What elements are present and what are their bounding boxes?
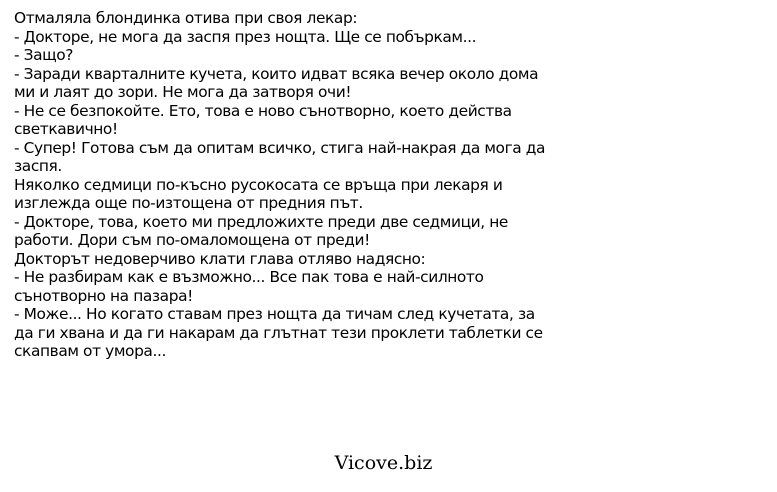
joke-line: Отмаляла блондинка отива при своя лекар: bbox=[14, 9, 358, 27]
joke-line: сънотворно на пазара! bbox=[14, 286, 193, 305]
joke-line: Докторът недоверчиво клати глава отляво надясно: bbox=[14, 249, 426, 268]
joke-text bbox=[14, 9, 614, 361]
joke-line: заспя. bbox=[14, 157, 62, 175]
site-watermark: Vicove.biz bbox=[334, 452, 433, 474]
joke-line: ми и лаят до зори. Не мога да затворя очи! bbox=[14, 83, 352, 101]
joke-line: изглежда още по-изтощена от предния път. bbox=[14, 194, 363, 212]
joke-line: скапвам от умора... bbox=[14, 342, 166, 360]
joke-line: работи. Дори съм по-омаломощена от преди! bbox=[14, 231, 370, 249]
joke-line: - Не се безпокойте. Ето, това е ново сънотворно, което действа bbox=[14, 101, 512, 120]
joke-line: - Докторе, това, което ми предложихте преди две седмици, не bbox=[14, 212, 509, 231]
joke-line: да ги хвана и да ги накарам да глътнат тези проклети таблетки се bbox=[14, 323, 543, 342]
joke-line: - Докторе, не мога да заспя през нощта. Ще се побъркам... bbox=[14, 27, 477, 46]
joke-line: - Супер! Готова съм да опитам всичко, стига най-накрая да мога да bbox=[14, 138, 546, 157]
joke-line: светкавично! bbox=[14, 120, 118, 138]
joke-line: Няколко седмици по-късно русокосата се връща при лекаря и bbox=[14, 175, 503, 194]
joke-line: - Не разбирам как е възможно... Все пак това е най-силното bbox=[14, 268, 484, 286]
joke-line: - Защо? bbox=[14, 46, 74, 64]
joke-line: - Може... Но когато ставам през нощта да тичам след кучетата, за bbox=[14, 305, 535, 323]
joke-line: - Заради кварталните кучета, които идват всяка вечер около дома bbox=[14, 64, 539, 83]
